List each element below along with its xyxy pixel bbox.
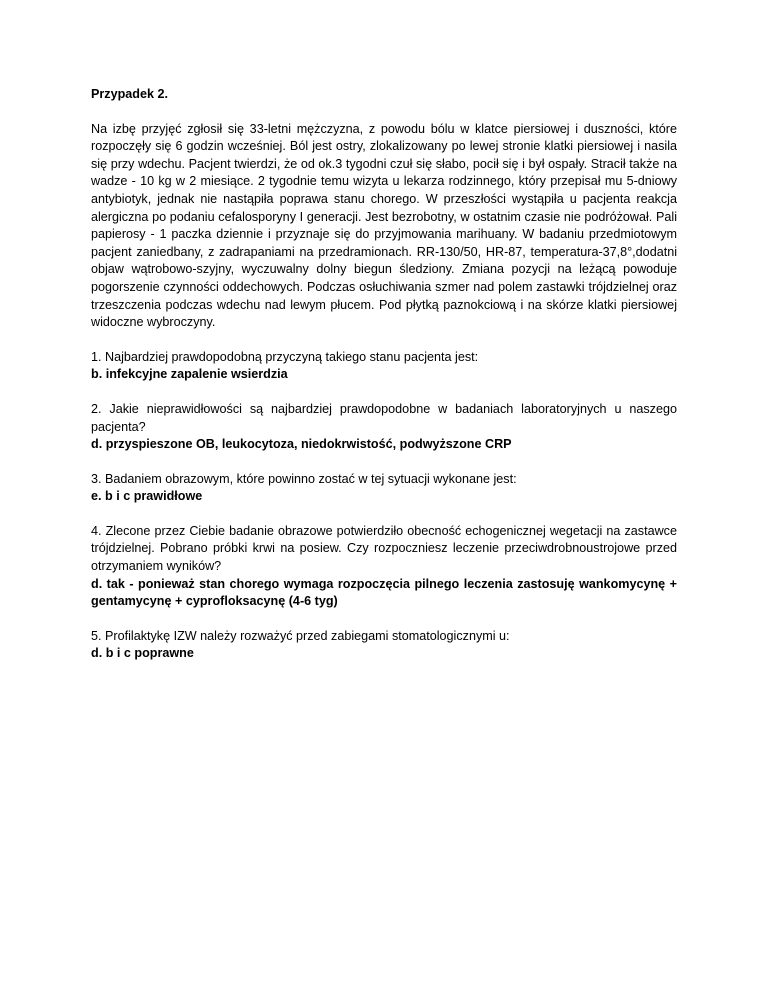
document-page [91,86,677,680]
case-description: Na izbę przyjęć zgłosił się 33-letni mężczyzna, z powodu bólu w klatce piersiowej i duszności, które rozpoczęły się 6 godzin wcześniej. Ból jest ostry, zlokalizowany po lewej stronie klatki piersiowej i nasila się przy wdechu. Pacjent twierdzi, że od ok.3 tygodni czuł się słabo, pocił się i był ospały. Stracił także na wadze - 10 kg w 2 miesiące. 2 tygodnie temu wizyta u lekarza rodzinnego, który przepisał mu 5-dniowy antybiotyk, jednak nie nastąpiła poprawa stanu chorego. W przeszłości wystąpiła u pacjenta reakcja alergiczna po podaniu cefalosporyny I generacji. Jest bezrobotny, w ostatnim czasie nie podróżował. Pali papierosy - 1 paczka dziennie i przyznaje się do przyjmowania marihuany. W badaniu przedmiotowym pacjent zaniedbany, z zadrapaniami na przedramionach. RR-130/50, HR-87, temperatura-37,8°,dodatni objaw wątrobowo-szyjny, wyczuwalny dolny biegun śledziony. Zmiana pozycji na leżącą powoduje pogorszenie czynności oddechowych. Podczas osłuchiwania szmer nad polem zastawki trójdzielnej oraz trzeszczenia podczas wdechu nad lewym płucem. Pod płytką paznokciową i na skórze klatki piersiowej widoczne wybroczyny. [91,121,677,330]
question-block-3 [91,471,677,506]
answer-1-text: b. infekcyjne zapalenie wsierdzia [91,367,288,382]
question-2-text: 2. Jakie nieprawidłowości są najbardziej prawdopodobne w badaniach laboratoryjnych u naszego pacjenta? [91,401,677,434]
answer-2-text: d. przyspieszone OB, leukocytoza, niedokrwistość, podwyższone CRP [91,437,512,452]
question-3-text: 3. Badaniem obrazowym, które powinno zostać w tej sytuacji wykonane jest: [91,471,517,486]
question-block-5 [91,628,677,663]
question-block-4 [91,523,677,611]
question-1-text: 1. Najbardziej prawdopodobną przyczyną takiego stanu pacjenta jest: [91,349,479,364]
question-block-2 [91,401,677,454]
question-4-text: 4. Zlecone przez Ciebie badanie obrazowe potwierdziło obecność echogenicznej wegetacji na zastawce trójdzielnej. Pobrano próbki krwi na posiew. Czy rozpoczniesz leczenie przeciwdrobnoustrojowe przed otrzymaniem wyników? [91,523,677,574]
question-block-1 [91,349,677,384]
question-5-text: 5. Profilaktykę IZW należy rozważyć przed zabiegami stomatologicznymi u: [91,628,510,643]
answer-4-text: d. tak - ponieważ stan chorego wymaga rozpoczęcia pilnego leczenia zastosuję wankomycynę + gentamycynę + cyprofloksacynę (4-6 tyg) [91,576,677,609]
case-title: Przypadek 2. [91,87,169,101]
answer-5-text: d. b i c poprawne [91,646,194,661]
answer-3-text: e. b i c prawidłowe [91,489,203,504]
